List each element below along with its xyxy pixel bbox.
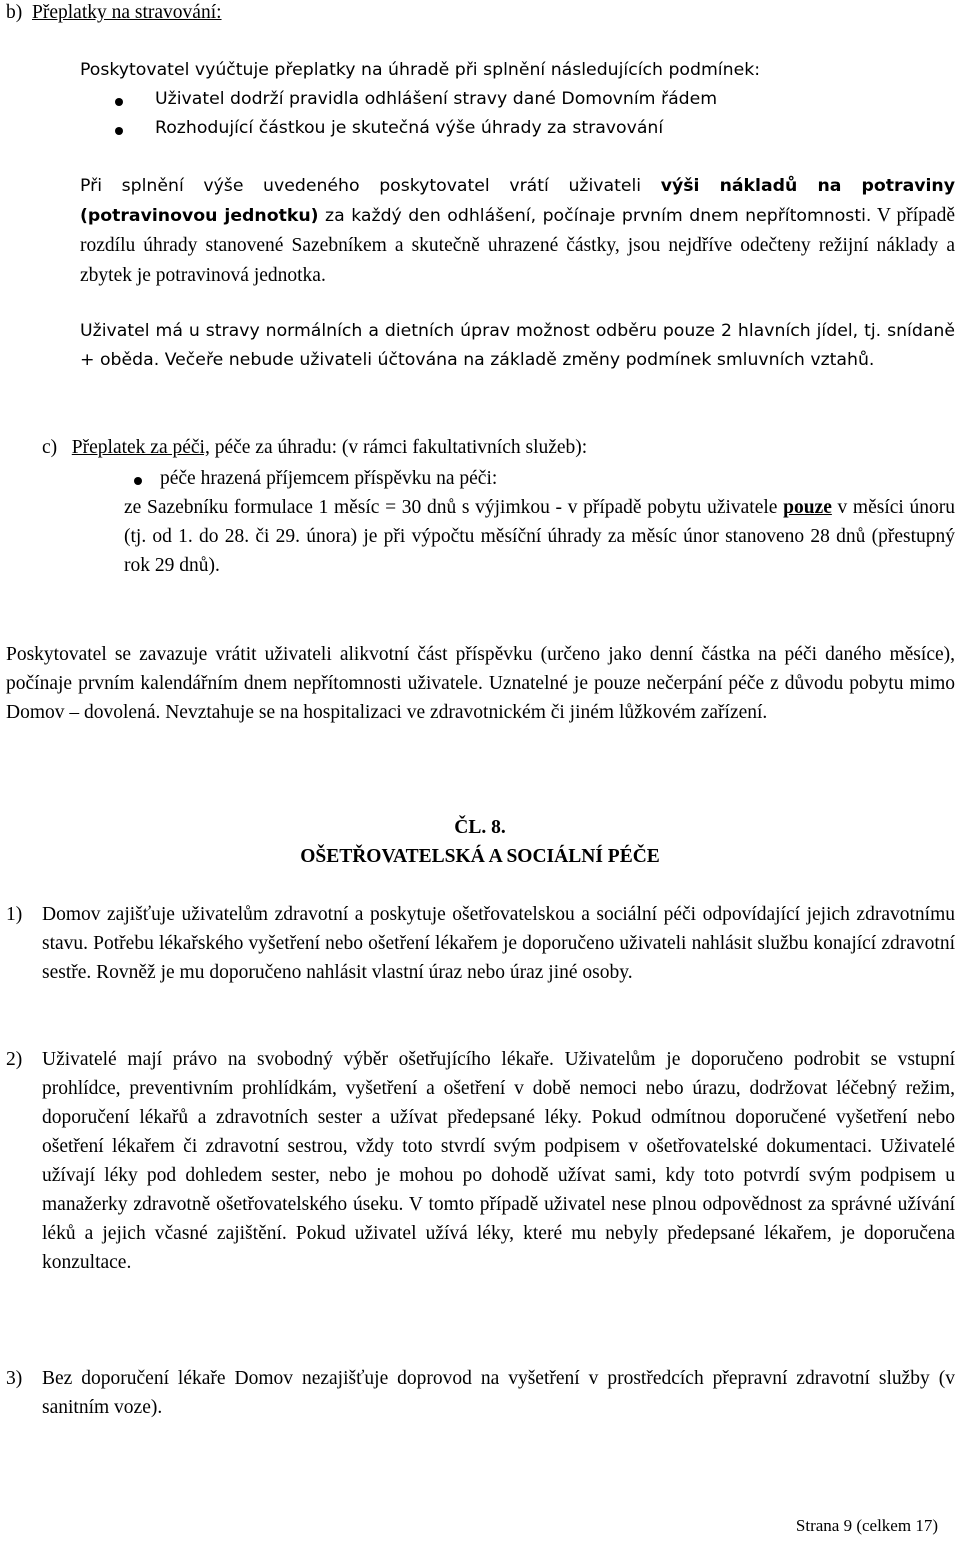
article-title: OŠETŘOVATELSKÁ A SOCIÁLNÍ PÉČE	[300, 846, 660, 867]
item-text: Domov zajišťuje uživatelům zdravotní a poskytuje ošetřovatelskou a sociální péči odpovídající jejich zdravotnímu stavu. Potřebu lékařského vyšetření nebo ošetření lékařem je doporučeno uživateli nahlásit službu konající zdravotní sestře. Rovněž je mu doporučeno nahlásit vlastní úraz nebo úraz jiné osoby.	[42, 904, 955, 983]
section-b-heading	[6, 0, 222, 27]
text-run: V případě rozdílu úhrady stanovené Sazebníkem a skutečně uhrazené částky, jsou nejdříve odečteny režijní náklady a zbytek je potravinová jednotka.	[80, 205, 955, 286]
text-run: za každý den odhlášení, počínaje prvním dnem nepřítomnosti.	[318, 206, 872, 226]
item-number: 2)	[6, 1049, 23, 1070]
item-number: 1)	[6, 904, 23, 925]
item-text: Uživatelé mají právo na svobodný výběr ošetřujícího lékaře. Uživatelům je doporučeno podrobit se vstupní prohlídce, preventivním prohlídkám, vyšetření a ošetření v době nemoci nebo úrazu, dodržovat léčebný režim, doporučení lékařů a zdravotních sester a užívat předepsané léky. Pokud odmítnou doporučené vyšetření nebo ošetření lékařem či zdravotní sestrou, vždy toto stvrdí svým podpisem v ošetřovatelské dokumentaci. Uživatelé užívají léky pod dohledem sester, nebo je mohou po dohodě užívat sami, kdy toto potvrdí svým podpisem u manažerky zdravotně ošetřovatelského úseku. V tomto případě uživatel nese plnou odpovědnost za správné užívání léků a jejich včasné zajištění. Pokud uživatel užívá léky, které mu nebyly předepsané lékařem, je doporučena konzultace.	[42, 1049, 955, 1273]
section-b-label: b)	[6, 2, 23, 23]
section-c-label: c)	[42, 437, 58, 458]
bullet-icon	[134, 477, 142, 485]
item-number: 3)	[6, 1368, 23, 1389]
section-b-bullet-1: Uživatel dodrží pravidla odhlášení stravy dané Domovním řádem	[155, 89, 718, 109]
section-b-intro: Poskytovatel vyúčtuje přeplatky na úhradě při splnění následujících podmínek:	[80, 60, 761, 80]
section-c-text	[124, 493, 955, 580]
section-b-paragraph-1	[80, 172, 955, 291]
text-run: v měsíci únoru (tj. od 1. do 28. či 29. února) je při výpočtu měsíční úhrady za měsíc únor stanoveno 28 dnů (přestupný rok 29 dnů).	[124, 497, 955, 576]
section-c-heading	[42, 433, 587, 462]
bold-text: výši nákladů na potraviny (potravinovou jednotku)	[80, 176, 955, 226]
bullet-icon	[115, 98, 123, 106]
text-run: ze Sazebníku formulace 1 měsíc = 30 dnů s výjimkou - v případě pobytu uživatele	[124, 497, 784, 518]
page-footer: Strana 9 (celkem 17)	[795, 1516, 938, 1535]
section-b-bullet-2: Rozhodující částkou je skutečná výše úhrady za stravování	[155, 118, 664, 138]
underlined-text: pouze	[783, 497, 832, 518]
item-text: Bez doporučení lékaře Domov nezajišťuje doprovod na vyšetření v prostředcích přepravní zdravotní služby (v sanitním voze).	[42, 1368, 955, 1418]
article-number: ČL. 8.	[454, 817, 506, 838]
section-b-paragraph-2: Uživatel má u stravy normálních a dietních úprav možnost odběru pouze 2 hlavních jídel, tj. snídaně + oběda. Večeře nebude uživateli účtována na základě změny podmínek smluvních vztahů.	[80, 321, 955, 370]
paragraph-return: Poskytovatel se zavazuje vrátit uživateli alikvotní část příspěvku (určeno jako denní částka na péči daného měsíce), počínaje prvním kalendářním dnem nepřítomnosti uživatele. Uznatelné je pouze nečerpání péče z důvodu pobytu mimo Domov – dovolená. Nevztahuje se na hospitalizaci ve zdravotnickém či jiném lůžkovém zařízení.	[6, 644, 955, 723]
section-c-bullet: péče hrazená příjemcem příspěvku na péči:	[160, 468, 498, 489]
section-c-title-rest: péče za úhradu: (v rámci fakultativních služeb):	[209, 437, 588, 458]
bullet-icon	[115, 127, 123, 135]
section-c-title-underlined: Přeplatek za péči,	[71, 437, 210, 458]
text-run: Při splnění výše uvedeného poskytovatel vrátí uživateli	[80, 176, 661, 196]
section-b-title: Přeplatky na stravování:	[32, 2, 222, 23]
